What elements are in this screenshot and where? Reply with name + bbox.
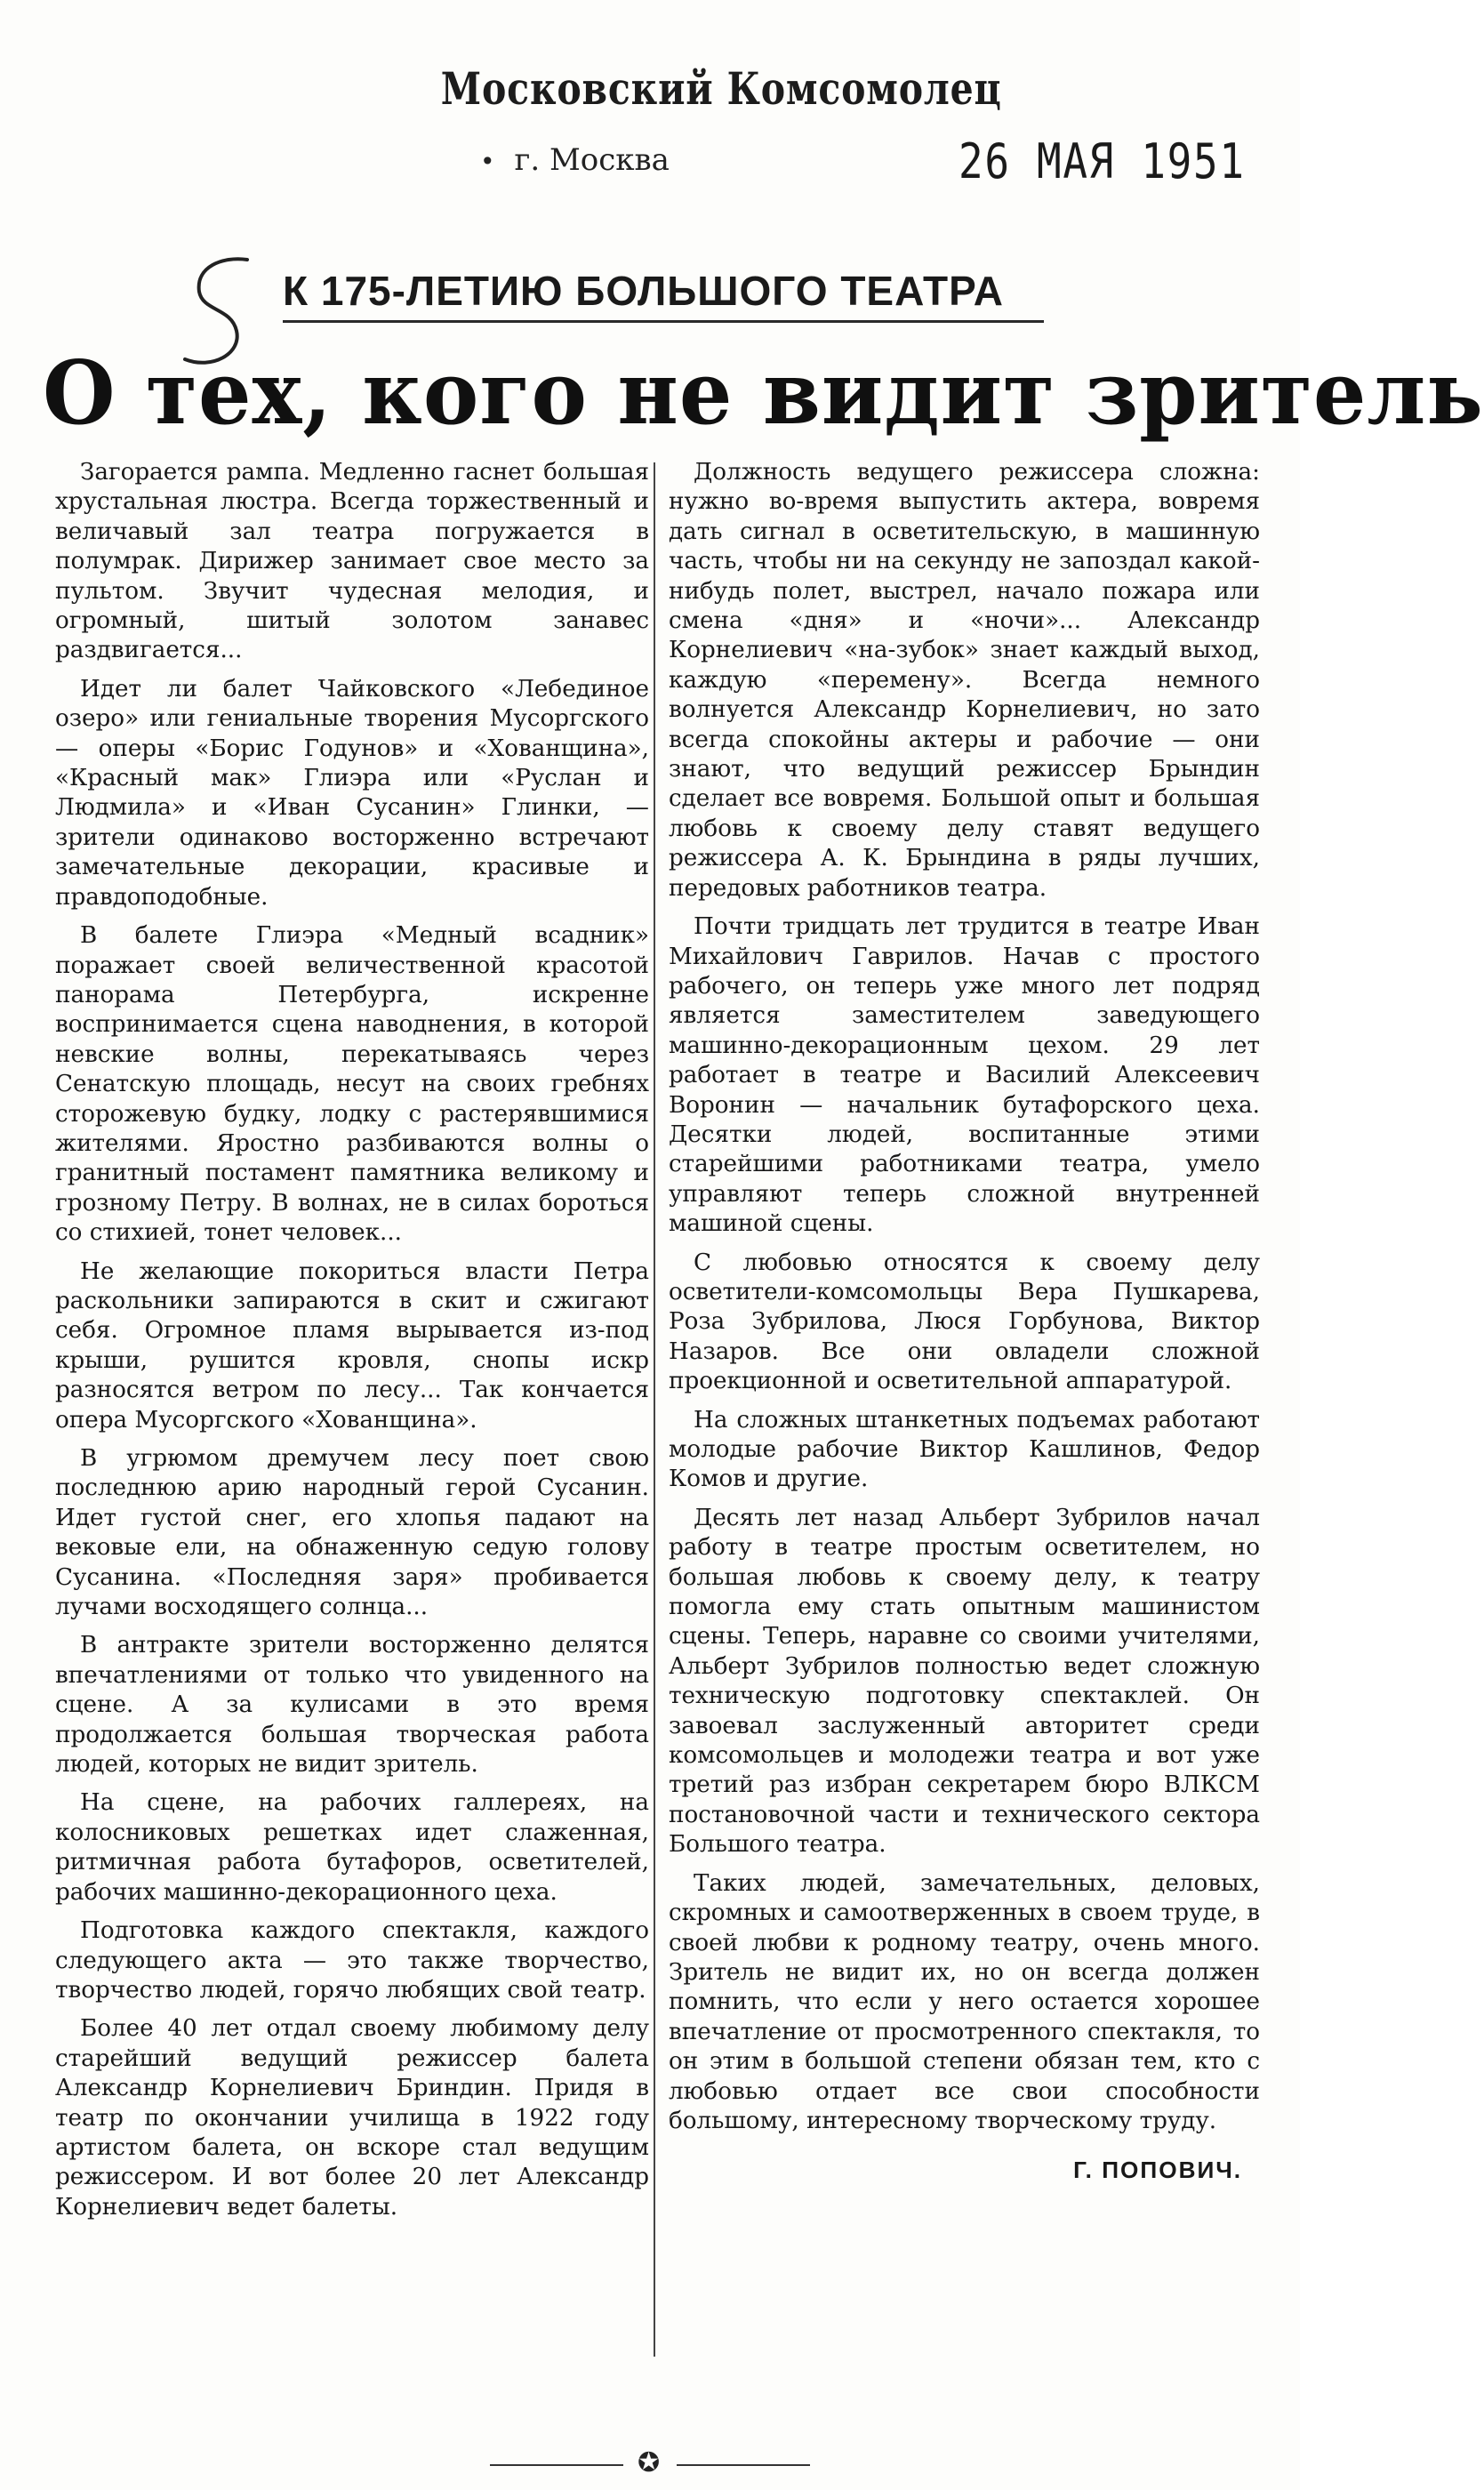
paragraph: Почти тридцать лет трудится в театре Иван Михайлович Гаврилов. Начав с простого рабочего, он теперь уже много лет подряд является заместителем заведующего машинно-декорационным цехом. 29 лет работает в театре и Василий Алексеевич Воронин — начальник бутафорского цеха. Десятки людей, воспитанные этими старейшими работниками театра, умело управляют теперь сложной внутренней машиной сцены.	[669, 913, 1260, 1238]
author-signature: Г. ПОПОВИЧ.	[1073, 2157, 1242, 2184]
paragraph: Десять лет назад Альберт Зубрилов начал работу в театре простым осветителем, но большая любовь к своему делу, к театру помогла ему стать опытным машинистом сцены. Теперь, наравне со своими учителями, Альберт Зубрилов полностью ведет сложную техническую подготовку спектаклей. Он завоевал заслуженный авторитет среди комсомольцев и молодежи театра и вот уже третий раз избран секретарем бюро ВЛКСМ постановочной части и технического сектора Большого театра.	[669, 1504, 1260, 1859]
bullet-icon: •	[480, 147, 495, 176]
ornament-rule-left	[490, 2464, 623, 2466]
newspaper-name: Московский Комсомолец	[440, 62, 1002, 115]
paragraph: В антракте зрители восторженно делятся впечатлениями от только что увиденного на сцене. А за кулисами в это время продолжается большая творческая работа людей, которых не видит зритель.	[55, 1632, 649, 1779]
paragraph: Не желающие покориться власти Петра раскольники запираются в скит и сжигают себя. Огромное пламя вырывается из-под крыши, рушится кровля, снопы искр разносятся ветром по лесу... Так кончается опера Мусоргского «Хованщина».	[55, 1257, 649, 1434]
paragraph: Более 40 лет отдал своему любимому делу старейший ведущий режиссер балета Александр Корнелиевич Бриндин. Придя в театр по окончании училища в 1922 году артистом балета, он вскоре стал ведущим режиссером. И вот более 20 лет Александр Корнелиевич ведет балеты.	[55, 2015, 649, 2221]
paragraph: Загорается рампа. Медленно гаснет большая хрустальная люстра. Всегда торжественный и величавый зал театра погружается в полумрак. Дирижер занимает свое место за пультом. Звучит чудесная мелодия, и огромный, шитый золотом занавес раздвигается...	[55, 459, 649, 664]
city-name: г. Москва	[514, 142, 670, 178]
paragraph: Подготовка каждого спектакля, каждого следующего акта — это также творчество, творчество людей, горячо любящих свой театр.	[55, 1917, 649, 2004]
paragraph: В угрюмом дремучем лесу поет свою последнюю арию народный герой Сусанин. Идет густой снег, его хлопья падают на вековые ели, на обнаженную седую голову Сусанина. «Последняя заря» пробивается лучами восходящего солнца...	[55, 1445, 649, 1621]
article-body	[55, 458, 1273, 2357]
paragraph: На сложных штанкетных подъемах работают молодые рабочие Виктор Кашлинов, Федор Комов и другие.	[669, 1406, 1260, 1493]
masthead	[391, 62, 1002, 115]
paragraph: На сцене, на рабочих галлереях, на колосниковых решетках идет слаженная, ритмичная работа бутафоров, осветителей, рабочих машинно-декорационного цеха.	[55, 1789, 649, 1906]
article-headline: О тех, кого не видит зритель	[43, 342, 1484, 445]
date-stamp: 26 МАЯ 1951	[959, 133, 1246, 189]
end-ornament	[490, 2447, 810, 2478]
paragraph: Идет ли балет Чайковского «Лебединое озеро» или гениальные творения Мусоргского — оперы «Борис Годунов» и «Хованщина», «Красный мак» Глиэра или «Руслан и Людмила» и «Иван Сусанин» Глинки, — зрители одинаково восторженно встречают замечательные декорации, красивые и правдоподобные.	[55, 675, 649, 911]
ornament-rule-right	[677, 2464, 810, 2466]
paragraph: Должность ведущего режиссера сложна: нужно во-время выпустить актера, вовремя дать сигнал в осветительскую, в машинную часть, чтобы ни на секунду не запоздал какой-нибудь полет, выстрел, начало пожара или смена «дня» и «ночи»... Александр Корнелиевич «на-зубок» знает каждый выход, каждую «перемену». Всегда немного волнуется Александр Корнелиевич, но зато всегда спокойны актеры и рабочие — они знают, что ведущий режиссер Брындин сделает все вовремя. Большой опыт и большая любовь к своему делу ставят ведущего режиссера А. К. Брындина в ряды лучших, передовых работников театра.	[669, 459, 1260, 902]
right-column	[669, 458, 1260, 2357]
section-rubric: К 175-ЛЕТИЮ БОЛЬШОГО ТЕАТРА	[283, 268, 1004, 314]
left-column	[55, 458, 649, 2357]
paragraph: Таких людей, замечательных, деловых, скромных и самоотверженных в своем труде, в своей любви к родному театру, очень много. Зритель не видит их, но он всегда должен помнить, что если у него остается хорошее впечатление от просмотренного спектакля, то он этим в большой степени обязан тем, кто с любовью отдает все свои способности большому, интересному творческому труду.	[669, 1869, 1260, 2134]
star-icon: ✪	[638, 2447, 661, 2478]
rubric-underline	[283, 320, 1044, 323]
paragraph: В балете Глиэра «Медный всадник» поражает своей величественной красотой панорама Петербурга, искренне воспринимается сцена наводнения, в которой невские волны, перекатываясь через Сенатскую площадь, несут на своих гребнях сторожевую будку, лодку с растерявшимися жителями. Яростно разбиваются волны о гранитный постамент памятника великому и грозному Петру. В волнах, не в силах бороться со стихией, тонет человек...	[55, 922, 649, 1247]
paragraph: С любовью относятся к своему делу осветители-комсомольцы Вера Пушкарева, Роза Зубрилова, Люся Горбунова, Виктор Назаров. Все они овладели сложной проекционной и осветительной аппаратурой.	[669, 1249, 1260, 1395]
city-line	[480, 142, 670, 178]
